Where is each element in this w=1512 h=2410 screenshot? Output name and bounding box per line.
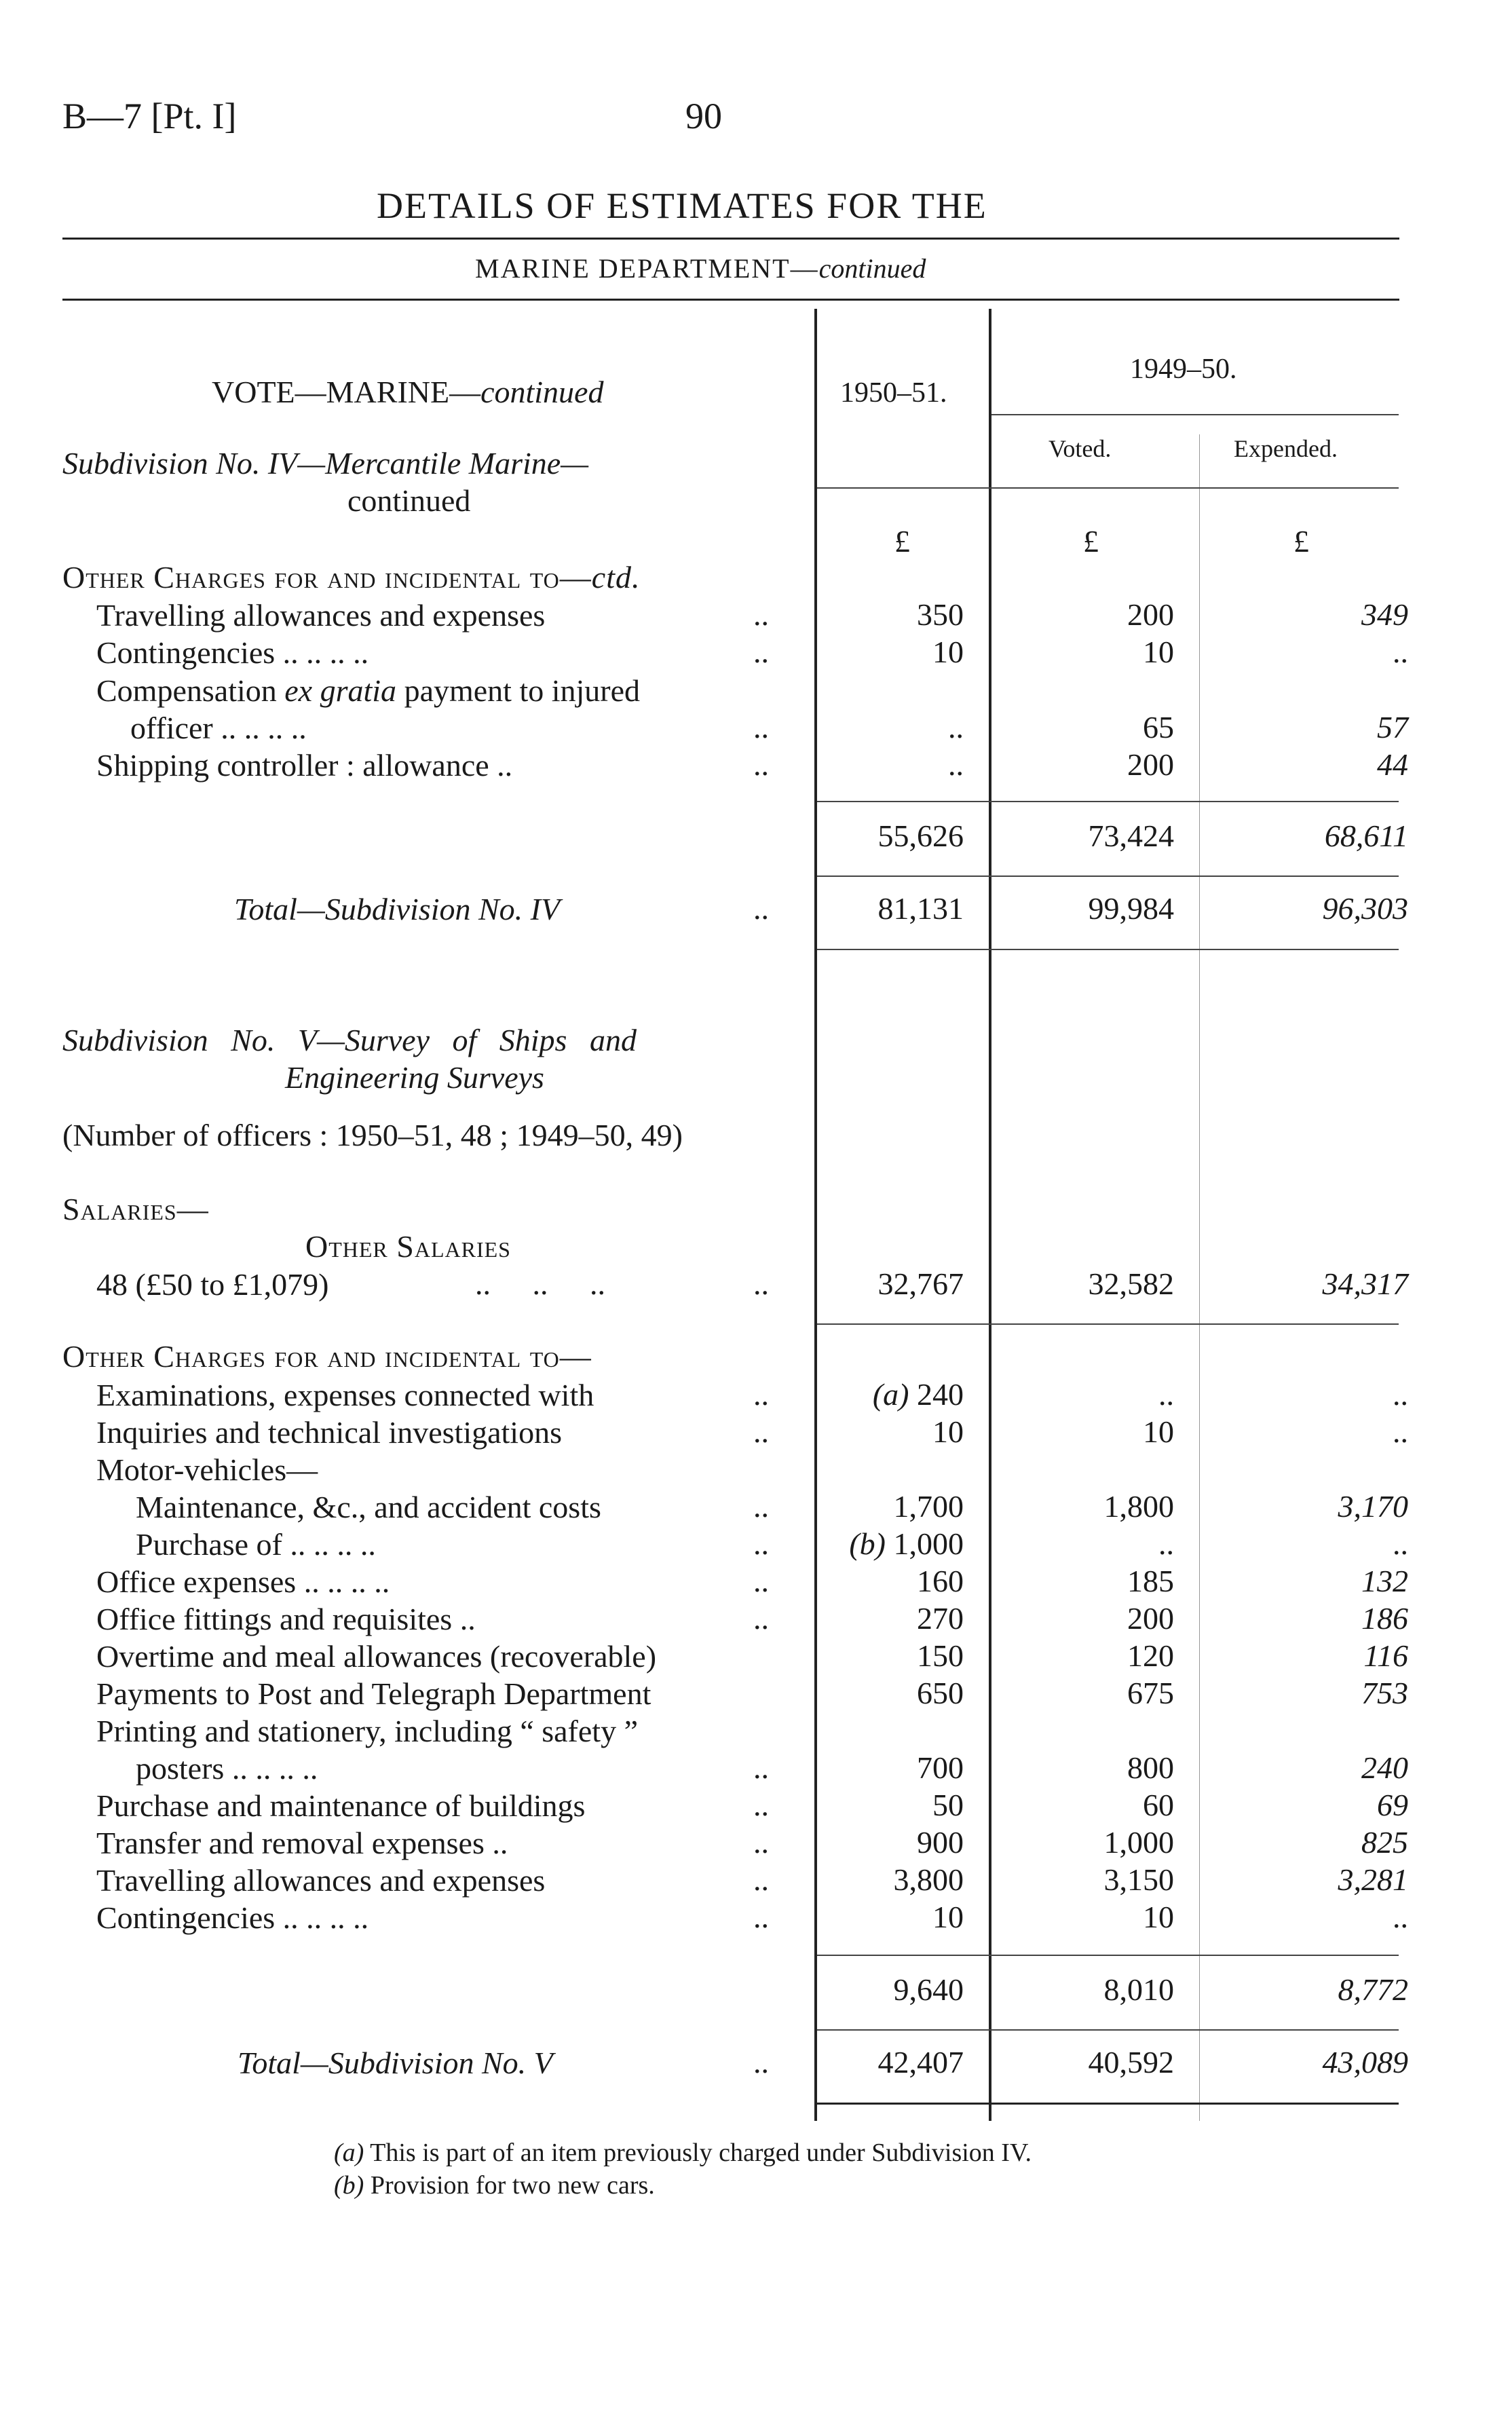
row-label: Examinations, expenses connected with [96,1378,594,1412]
row-label: Purchase of .. .. .. .. [136,1527,376,1562]
row-value-expended: 349 [1361,597,1408,632]
vote-heading [212,373,603,411]
subdivision-v-heading: Subdivision No. V—Survey of Ships and [62,1023,637,1057]
subtotal-rule-v [817,1955,1399,1956]
row-label: Purchase and maintenance of buildings [96,1788,586,1823]
row-label: Payments to Post and Telegraph Department [96,1676,651,1711]
row-dots: .. [753,1788,769,1822]
row-dots: .. [753,635,769,669]
subtotal-1950-51: 55,626 [877,818,964,853]
row-value-expended: 825 [1361,1825,1408,1860]
subtotal-v-voted: 8,010 [1103,1972,1174,2007]
row-value-1950-51: .. [948,747,964,782]
other-charges-heading-text: Other Charges for and incidental to— [62,560,592,595]
row-value-1950-51: 270 [917,1601,964,1636]
footnote-b-marker: (b) [334,2171,364,2200]
row-label: posters .. .. .. .. [136,1751,318,1786]
row-dots: .. [753,1750,769,1785]
row-dots: .. [753,710,769,745]
row-dots: .. [753,1601,769,1636]
salaries-heading: Salaries— [62,1192,209,1226]
row-value-expended: 240 [1361,1750,1408,1785]
row-label-pre: Compensation [96,673,285,708]
row-label: officer .. .. .. .. [130,711,307,745]
total-rule-a-top [817,875,1399,877]
salaries-rule [817,1323,1399,1325]
row-value-1950-51: 50 [932,1788,964,1822]
total-dots: .. [753,2045,769,2079]
row-value-expended: 186 [1361,1601,1408,1636]
currency-col2: £ [1083,524,1099,559]
subdivision-iv-heading: Subdivision No. IV—Mercantile Marine— [62,446,589,481]
row-value-expended: 753 [1361,1676,1408,1710]
currency-col1: £ [894,524,910,559]
other-charges-heading-b: Other Charges for and incidental to— [62,1339,592,1374]
row-value-voted: 60 [1143,1788,1174,1822]
column-rule-2 [989,309,991,2121]
total-rule-v-top [817,2029,1399,2031]
footnote-marker: (b) [849,1526,894,1561]
number-of-officers: (Number of officers : 1950–51, 48 ; 1949–50, 49) [62,1118,683,1152]
row-value-expended: 44 [1377,747,1408,782]
total-rule-a-bottom [817,949,1399,950]
row-value-voted: 1,800 [1103,1489,1174,1524]
total-dots: .. [753,891,769,926]
footnote-a-text: This is part of an item previously charged under Subdivision IV. [370,2139,1032,2167]
salaries-row-label: 48 (£50 to £1,079) [96,1267,329,1302]
row-dots: .. [753,1489,769,1524]
total-subdivision-v-1950-51: 42,407 [877,2045,964,2079]
salaries-1950-51: 32,767 [877,1266,964,1301]
column-header-1949-50: 1949–50. [1130,354,1237,385]
row-value-expended: 57 [1377,710,1408,745]
row-label: Motor-vehicles— [96,1452,318,1487]
row-value-1950-51: 900 [917,1825,964,1860]
row-value-voted: 1,000 [1103,1825,1174,1860]
row-value-1950-51: 10 [932,1414,964,1449]
row-value-expended: 116 [1363,1638,1408,1673]
row-value-voted: 10 [1143,1414,1174,1449]
footnote-b-text: Provision for two new cars. [370,2171,655,2200]
row-label: Contingencies .. .. .. .. [96,1900,369,1935]
subtotal-rule-a [817,801,1399,802]
row-value-voted: .. [1158,1377,1174,1412]
subtotal-v-expended: 8,772 [1338,1972,1408,2007]
row-value-voted: 3,150 [1103,1862,1174,1897]
salaries-voted: 32,582 [1088,1266,1174,1301]
row-dots: .. [753,1825,769,1860]
title-rule [62,238,1399,240]
row-dots: .. [753,1414,769,1449]
row-label: Contingencies .. .. .. .. [96,635,369,670]
subdivision-iv-continued: continued [347,483,471,518]
row-value-voted: 65 [1143,710,1174,745]
footnote-a-marker: (a) [334,2139,364,2167]
row-value-voted: 800 [1127,1750,1174,1785]
row-dots: .. [753,1377,769,1412]
row-dots: .. [753,747,769,782]
row-value-1950-51: 650 [917,1676,964,1710]
row-value-voted: 675 [1127,1676,1174,1710]
row-value-expended: .. [1393,1526,1408,1561]
other-charges-heading-a [62,559,641,595]
row-label: Travelling allowances and expenses [96,1863,546,1898]
page-number: 90 [685,96,722,136]
row-value-1950-51: 3,800 [893,1862,964,1897]
row-label: Travelling allowances and expenses [96,598,546,633]
total-subdivision-iv-voted: 99,984 [1088,891,1174,926]
column-header-1950-51: 1950–51. [840,377,947,409]
other-charges-heading-ctd: ctd. [591,560,641,595]
row-label-italic: ex gratia [284,673,397,708]
header-rule-lower [817,487,1399,489]
row-value-1950-51: 150 [917,1638,964,1673]
row-value-1950-51: .. [948,710,964,745]
row-value-amount: 240 [917,1377,964,1412]
row-value-expended: .. [1393,635,1408,669]
row-value-voted: .. [1158,1526,1174,1561]
total-subdivision-v-expended: 43,089 [1322,2045,1408,2079]
row-dots: .. [753,1526,769,1561]
row-value-1950-51: 350 [917,597,964,632]
row-value-voted: 200 [1127,597,1174,632]
total-subdivision-iv-1950-51: 81,131 [877,891,964,926]
row-dots: .. [753,597,769,632]
page-subtitle [475,252,926,284]
footnote-b [334,2170,655,2200]
row-value-expended: 132 [1361,1564,1408,1598]
row-value-voted: 120 [1127,1638,1174,1673]
subtotal-expended: 68,611 [1324,818,1408,853]
row-value-1950-51: 1,700 [893,1489,964,1524]
row-value-expended: .. [1393,1900,1408,1934]
subtitle-continued: continued [818,253,926,284]
row-value-voted: 200 [1127,1601,1174,1636]
row-value-1950-51 [814,1376,964,1412]
row-value-1950-51: 160 [917,1564,964,1598]
currency-col3: £ [1293,524,1309,559]
row-label: Overtime and meal allowances (recoverable) [96,1639,657,1674]
footnote-marker: (a) [872,1377,917,1412]
row-value-expended: .. [1393,1377,1408,1412]
salaries-expended: 34,317 [1322,1266,1408,1301]
subtotal-voted: 73,424 [1088,818,1174,853]
row-value-amount: 1,000 [893,1526,964,1561]
column-header-expended: Expended. [1234,435,1338,462]
row-value-voted: 200 [1127,747,1174,782]
salaries-row-dots: .. .. .. [475,1266,605,1301]
subtitle-main: MARINE DEPARTMENT— [475,253,819,284]
row-dots: .. [753,1266,769,1301]
vote-heading-main: VOTE—MARINE— [212,375,481,409]
row-value-expended: .. [1393,1414,1408,1449]
row-value-expended: 3,170 [1338,1489,1408,1524]
footnote-a [334,2138,1032,2168]
total-subdivision-v-voted: 40,592 [1088,2045,1174,2079]
total-rule-v-bottom [817,2103,1399,2105]
row-label: Shipping controller : allowance .. [96,748,513,783]
row-dots: .. [753,1564,769,1598]
row-label-post: payment to injured [396,673,641,708]
row-label: Inquiries and technical investigations [96,1415,562,1450]
vote-heading-continued: continued [480,375,604,409]
row-value-1950-51: 700 [917,1750,964,1785]
row-label: Office expenses .. .. .. .. [96,1564,390,1599]
row-value-voted: 10 [1143,635,1174,669]
subtitle-rule [62,299,1399,301]
column-rule-3 [1199,434,1200,2121]
column-header-voted: Voted. [1048,435,1112,462]
row-dots: .. [753,1862,769,1897]
row-value-expended: 69 [1377,1788,1408,1822]
row-label: Transfer and removal expenses .. [96,1826,508,1860]
total-subdivision-iv-label: Total—Subdivision No. IV [234,892,561,926]
row-value-1950-51 [814,1526,964,1562]
row-value-1950-51: 10 [932,635,964,669]
total-subdivision-iv-expended: 96,303 [1322,891,1408,926]
total-subdivision-v-label: Total—Subdivision No. V [238,2046,553,2080]
row-value-1950-51: 10 [932,1900,964,1934]
row-label: Maintenance, &c., and accident costs [136,1490,601,1524]
row-value-voted: 185 [1127,1564,1174,1598]
row-value-expended: 3,281 [1338,1862,1408,1897]
row-label-compensation [96,672,640,709]
header-rule-upper [991,414,1399,415]
subtotal-v-1950-51: 9,640 [893,1972,964,2007]
page-title: DETAILS OF ESTIMATES FOR THE [377,185,987,226]
page-reference: B—7 [Pt. I] [62,96,237,136]
subdivision-v-heading-cont: Engineering Surveys [285,1060,544,1095]
row-label: Office fittings and requisites .. [96,1602,476,1636]
other-salaries-heading: Other Salaries [305,1229,511,1264]
row-value-voted: 10 [1143,1900,1174,1934]
row-label: Printing and stationery, including “ safety ” [96,1714,638,1748]
row-dots: .. [753,1900,769,1934]
